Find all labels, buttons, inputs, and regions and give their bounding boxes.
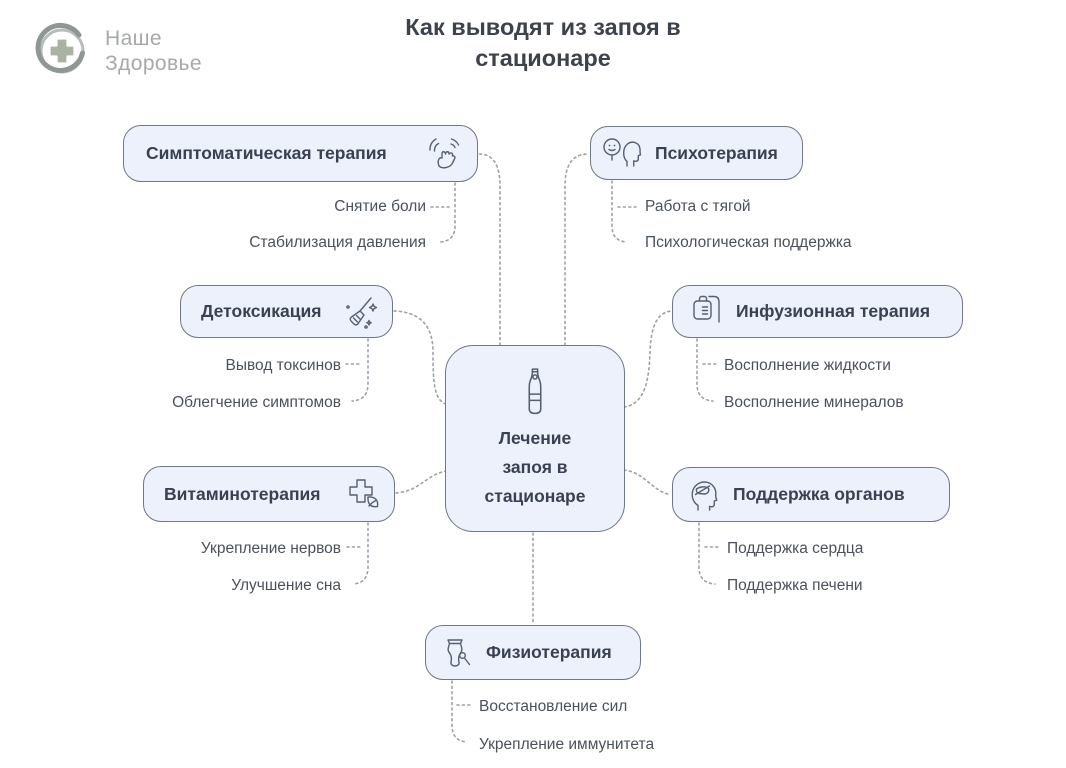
branch-node-detox: [180, 285, 393, 338]
connector-central-detox: [394, 311, 446, 404]
head-organ-icon: [683, 475, 723, 515]
brand-name-line1: Наше: [105, 27, 162, 50]
sub-item-craving-work: Работа с тягой: [645, 198, 751, 215]
connector-central-psychotherapy: [565, 154, 588, 345]
brand-name-line2: Здоровье: [105, 52, 202, 75]
pain-relief-hand-icon: [425, 135, 465, 173]
broom-sparkles-icon: [340, 292, 380, 332]
sub-item-heart-support: Поддержка сердца: [727, 540, 864, 557]
sub-item-psychological-support: Психологическая поддержка: [645, 234, 852, 251]
connector-central-symptomatic: [479, 154, 500, 345]
branch-label: Симптоматическая терапия: [146, 143, 387, 163]
branch-label: Витаминотерапия: [164, 483, 321, 504]
sub-item-toxin-removal: Вывод токсинов: [225, 357, 341, 374]
branch-label: Психотерапия: [655, 142, 778, 163]
connector-psychotherapy-items: [612, 181, 627, 242]
branch-node-organ-support: [672, 467, 950, 522]
central-node-label: [485, 424, 586, 511]
sub-item-symptom-relief: Облегчение симптомов: [172, 394, 341, 411]
branch-label: Детоксикация: [201, 301, 322, 321]
central-node-binge-treatment: [445, 345, 625, 532]
sub-item-nerve-strengthening: Укрепление нервов: [200, 540, 341, 557]
sub-item-immunity-strengthening: Укрепление иммунитета: [479, 736, 655, 753]
connector-central-infusion: [624, 311, 671, 407]
page-title-line1: Как выводят из запоя в: [405, 14, 681, 40]
connector-vitamin-items: [353, 523, 368, 584]
head-face-icon: [601, 135, 643, 171]
connector-central-organs: [624, 470, 671, 495]
sub-item-pain-relief: Снятие боли: [334, 198, 426, 215]
medical-cross-logo-icon: [34, 22, 92, 80]
page-title-line2: стационаре: [475, 45, 611, 71]
connector-symptomatic-items: [440, 183, 455, 242]
sub-item-pressure-stabilization: Стабилизация давления: [249, 234, 426, 251]
central-label-line1: Лечение: [498, 428, 572, 448]
sub-item-mineral-replenishment: Восполнение минералов: [724, 394, 904, 411]
brand-logo: [34, 22, 202, 80]
sub-item-liver-support: Поддержка печени: [727, 577, 863, 594]
brand-name: [105, 26, 202, 76]
central-label-line2: запоя в: [502, 457, 568, 477]
connector-central-vitamin: [396, 471, 446, 493]
iv-drip-icon: [685, 292, 723, 332]
connector-organs-items: [699, 523, 715, 584]
branch-node-psychotherapy: [590, 126, 803, 180]
page-title: [293, 12, 793, 74]
branch-node-infusion-therapy: [672, 285, 963, 338]
branch-node-vitamin-therapy: [143, 466, 395, 522]
sub-item-sleep-improvement: Улучшение сна: [231, 577, 341, 594]
branch-label: Физиотерапия: [486, 642, 612, 662]
branch-node-physiotherapy: [425, 625, 641, 680]
branch-node-symptomatic-therapy: [123, 125, 478, 182]
cross-leaf-icon: [342, 475, 382, 513]
connector-physio-items: [452, 681, 467, 742]
connector-infusion-items: [697, 339, 713, 401]
branch-label: Инфузионная терапия: [736, 301, 931, 321]
sub-item-strength-recovery: Восстановление сил: [479, 698, 628, 715]
central-label-line3: стационаре: [484, 486, 586, 506]
sub-item-fluid-replenishment: Восполнение жидкости: [724, 357, 891, 374]
connector-detox-items: [352, 339, 368, 401]
bottle-icon: [521, 366, 549, 416]
body-massage-icon: [436, 633, 476, 673]
branch-label: Поддержка органов: [733, 484, 905, 504]
